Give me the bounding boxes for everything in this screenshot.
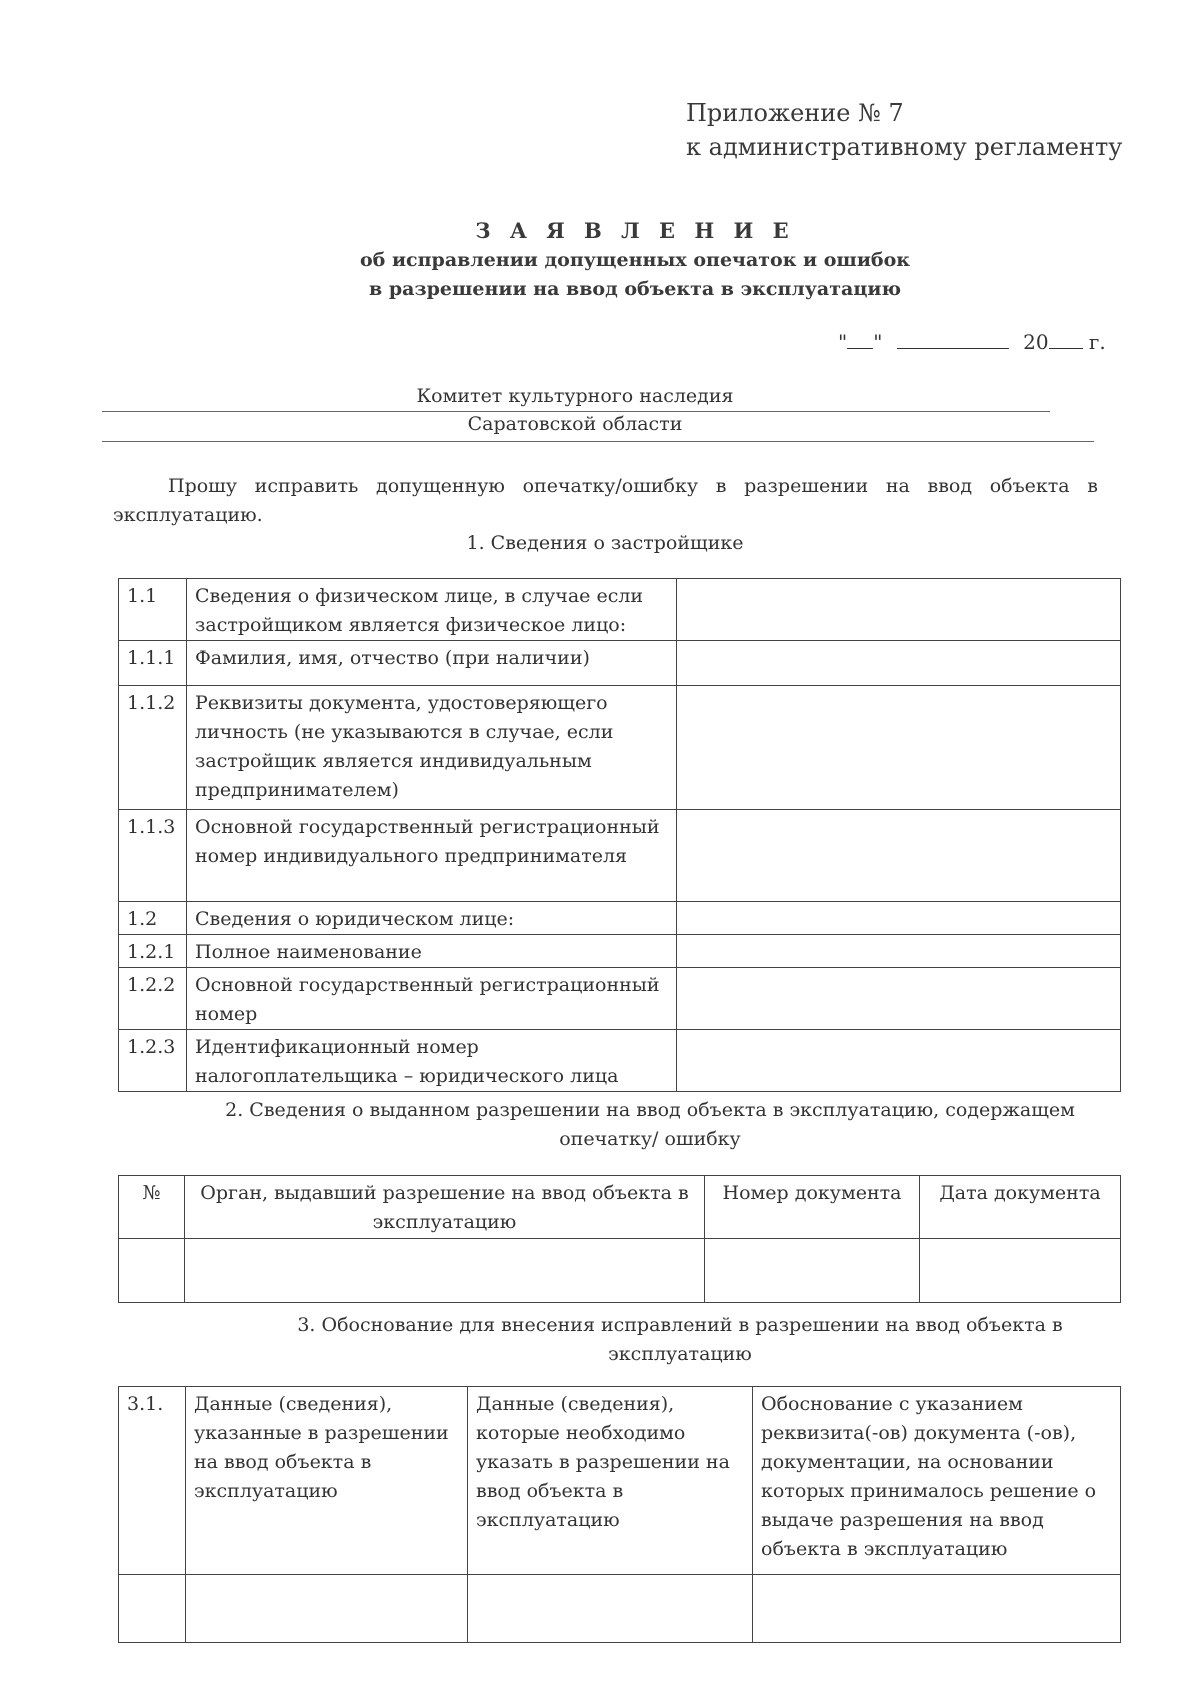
section2-heading: 2. Сведения о выданном разрешении на ввод объекта в эксплуатацию, содержащем опечатку/ ошибку — [225, 1099, 1075, 1150]
empty-cell[interactable] — [119, 1239, 185, 1303]
empty-cell[interactable] — [705, 1239, 920, 1303]
appendix-regulation: к административному регламенту — [686, 133, 1123, 161]
date-close-quote: " — [873, 330, 883, 354]
empty-cell[interactable] — [920, 1239, 1121, 1303]
table-row — [119, 1030, 1121, 1092]
row-label: Фамилия, имя, отчество (при наличии) — [187, 641, 677, 686]
row-value-cell[interactable] — [677, 686, 1121, 810]
year-blank[interactable] — [1049, 330, 1083, 349]
empty-cell[interactable] — [753, 1575, 1121, 1643]
table-header-row — [119, 1387, 1121, 1575]
document-title: З А Я В Л Е Н И Е — [475, 218, 795, 243]
col-header-number: № — [119, 1176, 185, 1239]
row-number: 3.1. — [119, 1387, 186, 1575]
table-row — [119, 641, 1121, 686]
empty-cell[interactable] — [185, 1239, 705, 1303]
table-row — [119, 1239, 1121, 1303]
agency-name-line2: Саратовской области — [467, 413, 683, 435]
month-blank[interactable] — [897, 330, 1009, 349]
empty-cell[interactable] — [119, 1575, 186, 1643]
table-row — [119, 968, 1121, 1030]
year-suffix: г. — [1082, 330, 1106, 354]
row-label: Сведения о юридическом лице: — [187, 902, 677, 935]
date-line — [838, 330, 1106, 354]
row-label: Реквизиты документа, удостоверяющего личность (не указываются в случае, если застройщик является индивидуальным предпринимателем) — [187, 686, 677, 810]
row-value-cell[interactable] — [677, 1030, 1121, 1092]
permit-info-table — [118, 1175, 1121, 1303]
row-number: 1.1.2 — [119, 686, 187, 810]
col-header-current-data: Данные (сведения), указанные в разрешении на ввод объекта в эксплуатацию — [186, 1387, 468, 1575]
row-number: 1.1.1 — [119, 641, 187, 686]
row-label: Полное наименование — [187, 935, 677, 968]
row-value-cell[interactable] — [677, 968, 1121, 1030]
row-value-cell[interactable] — [677, 935, 1121, 968]
col-header-corrected-data: Данные (сведения), которые необходимо указать в разрешении на ввод объекта в эксплуатацию — [468, 1387, 753, 1575]
row-label: Идентификационный номер налогоплательщика – юридического лица — [187, 1030, 677, 1092]
row-number: 1.2.1 — [119, 935, 187, 968]
date-open-quote: " — [838, 330, 848, 354]
appendix-reference — [686, 96, 1122, 164]
year-prefix: 20 — [1023, 330, 1049, 354]
row-number: 1.2.3 — [119, 1030, 187, 1092]
table-row — [119, 902, 1121, 935]
row-label: Основной государственный регистрационный номер индивидуального предпринимателя — [187, 810, 677, 902]
row-number: 1.2.2 — [119, 968, 187, 1030]
table-row — [119, 935, 1121, 968]
row-number: 1.1 — [119, 579, 187, 641]
table-row — [119, 1575, 1121, 1643]
col-header-doc-date: Дата документа — [920, 1176, 1121, 1239]
row-label: Основной государственный регистрационный номер — [187, 968, 677, 1030]
table-row — [119, 579, 1121, 641]
document-subtitle-1: об исправлении допущенных опечаток и ошибок — [360, 249, 910, 271]
empty-cell[interactable] — [468, 1575, 753, 1643]
agency-name-line1: Комитет культурного наследия — [416, 385, 734, 407]
agency-underline-1 — [102, 411, 1050, 412]
col-header-justification: Обоснование с указанием реквизита(-ов) документа (-ов), документации, на основании которых принималось решение о выдаче разрешения на ввод объекта в эксплуатацию — [753, 1387, 1121, 1575]
request-paragraph: Прошу исправить допущенную опечатку/ошибку в разрешении на ввод объекта в эксплуатацию. — [113, 475, 1098, 526]
table-row — [119, 810, 1121, 902]
table-header-row — [119, 1176, 1121, 1239]
row-number: 1.1.3 — [119, 810, 187, 902]
document-subtitle-2: в разрешении на ввод объекта в эксплуатацию — [369, 278, 901, 300]
section1-heading: 1. Сведения о застройщике — [466, 532, 744, 554]
applicant-info-table — [118, 578, 1121, 1092]
row-number: 1.2 — [119, 902, 187, 935]
row-value-cell[interactable] — [677, 579, 1121, 641]
section3-heading: 3. Обоснование для внесения исправлений в разрешении на ввод объекта в эксплуатацию — [297, 1314, 1063, 1365]
appendix-number: Приложение № 7 — [686, 99, 904, 127]
row-label: Сведения о физическом лице, в случае если застройщиком является физическое лицо: — [187, 579, 677, 641]
col-header-authority: Орган, выдавший разрешение на ввод объекта в эксплуатацию — [185, 1176, 705, 1239]
col-header-doc-number: Номер документа — [705, 1176, 920, 1239]
row-value-cell[interactable] — [677, 902, 1121, 935]
empty-cell[interactable] — [186, 1575, 468, 1643]
table-row — [119, 686, 1121, 810]
row-value-cell[interactable] — [677, 641, 1121, 686]
agency-underline-2 — [102, 441, 1094, 442]
justification-table — [118, 1386, 1121, 1643]
row-value-cell[interactable] — [677, 810, 1121, 902]
day-blank[interactable] — [847, 330, 873, 349]
